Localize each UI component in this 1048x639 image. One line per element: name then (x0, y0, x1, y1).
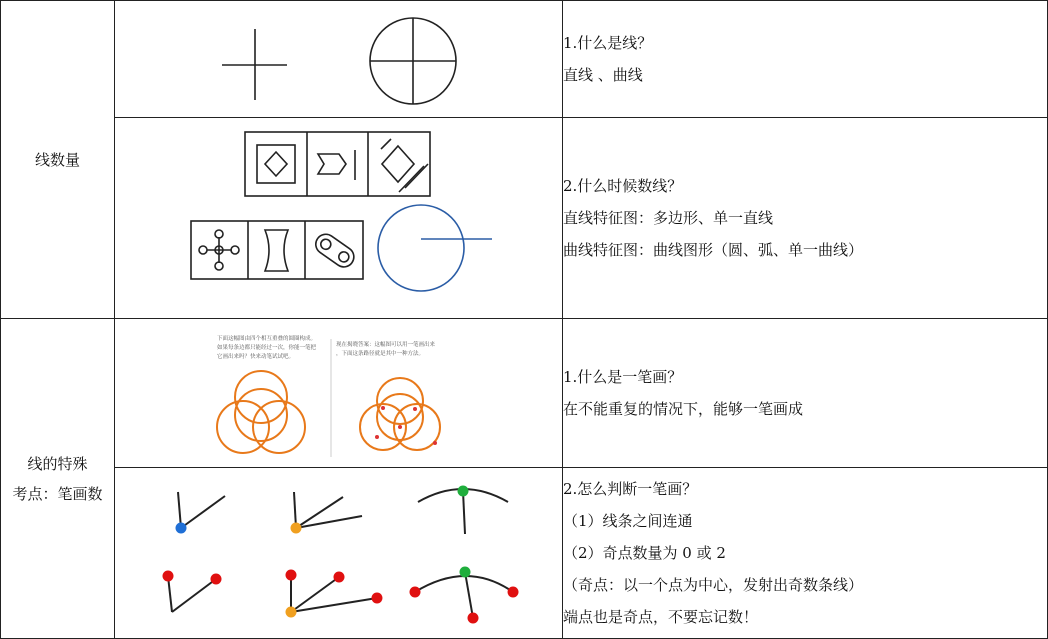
rule-connected: （1）线条之间连通 (563, 512, 693, 530)
category-one-stroke (1, 319, 115, 639)
figure-odd-points (115, 468, 563, 639)
category-label-line2: 考点：笔画数 (12, 484, 103, 503)
feature-shapes-figure (115, 118, 562, 318)
figure-four-circles (115, 319, 563, 468)
cross-and-circle-figure (115, 1, 562, 117)
red-end-point (468, 613, 479, 624)
top-panel-frame (245, 132, 430, 196)
blue-circle-with-line (378, 205, 464, 291)
question-title: 1.什么是一笔画？ (563, 368, 683, 386)
orange-rings-left (217, 371, 305, 453)
odd-point-definition: （奇点：以一个点为中心，发射出奇数条线） (563, 576, 864, 594)
orange-odd-point (286, 607, 297, 618)
text-when-count-lines (563, 118, 1048, 319)
curve-line-feature: 曲线特征图：曲线图形（圆、弧、单一曲线） (563, 241, 864, 259)
slanted-diamond-icon (382, 146, 414, 182)
flower-cross-icon (199, 230, 239, 270)
square-diamond-icon (257, 145, 295, 183)
caption-left-2: 如果每条边都只能经过一次，你能一笔把 (217, 345, 317, 351)
red-end-point (334, 572, 345, 583)
question-title: 1.什么是线？ (563, 34, 653, 52)
category-label-line1: 线的特殊 (27, 454, 88, 473)
answer-text: 直线 、曲线 (563, 66, 643, 84)
category-label: 线数量 (34, 150, 80, 169)
straight-line-feature: 直线特征图：多边形、单一直线 (563, 209, 774, 227)
red-end-point (372, 593, 383, 604)
text-what-is-line (563, 1, 1048, 118)
text-judge-one-stroke (563, 468, 1048, 639)
category-lines-count (1, 1, 115, 319)
concave-shape-icon (265, 230, 288, 271)
caption-right-1: 现在揭晓答案：这幅图可以用一笔画出来 (336, 342, 436, 348)
red-end-point (410, 587, 421, 598)
arrow-shape-icon (318, 154, 346, 174)
caption-left-1: 下面这幅图由四个相互重叠的圆圈构成。 (217, 336, 317, 342)
orange-rings-right (360, 378, 440, 450)
green-odd-point (458, 486, 469, 497)
linked-rings-icon (312, 230, 358, 270)
red-end-point (508, 587, 519, 598)
text-what-is-one-stroke (563, 319, 1048, 468)
figure-feature-shapes (115, 118, 563, 319)
question-title: 2.怎么判断一笔画？ (563, 480, 698, 498)
question-title: 2.什么时候数线？ (563, 177, 683, 195)
red-end-point (163, 571, 174, 582)
endpoint-reminder: 端点也是奇点，不要忘记数！ (563, 608, 759, 626)
answer-text: 在不能重复的情况下，能够一笔画成 (563, 400, 804, 418)
blue-odd-point (176, 523, 187, 534)
red-end-point (211, 574, 222, 585)
figure-straight-and-curved (115, 1, 563, 118)
orange-odd-point (291, 523, 302, 534)
red-end-point (286, 570, 297, 581)
four-circles-figure (115, 319, 562, 467)
rule-odd-count: （2）奇点数量为 0 或 2 (563, 544, 726, 562)
odd-points-figure (115, 468, 562, 638)
green-odd-point (460, 567, 471, 578)
caption-right-2: ，下面这条路径就是其中一种方法。 (336, 351, 425, 357)
caption-left-3: 它画出来吗？快来动笔试试吧。 (217, 354, 295, 360)
